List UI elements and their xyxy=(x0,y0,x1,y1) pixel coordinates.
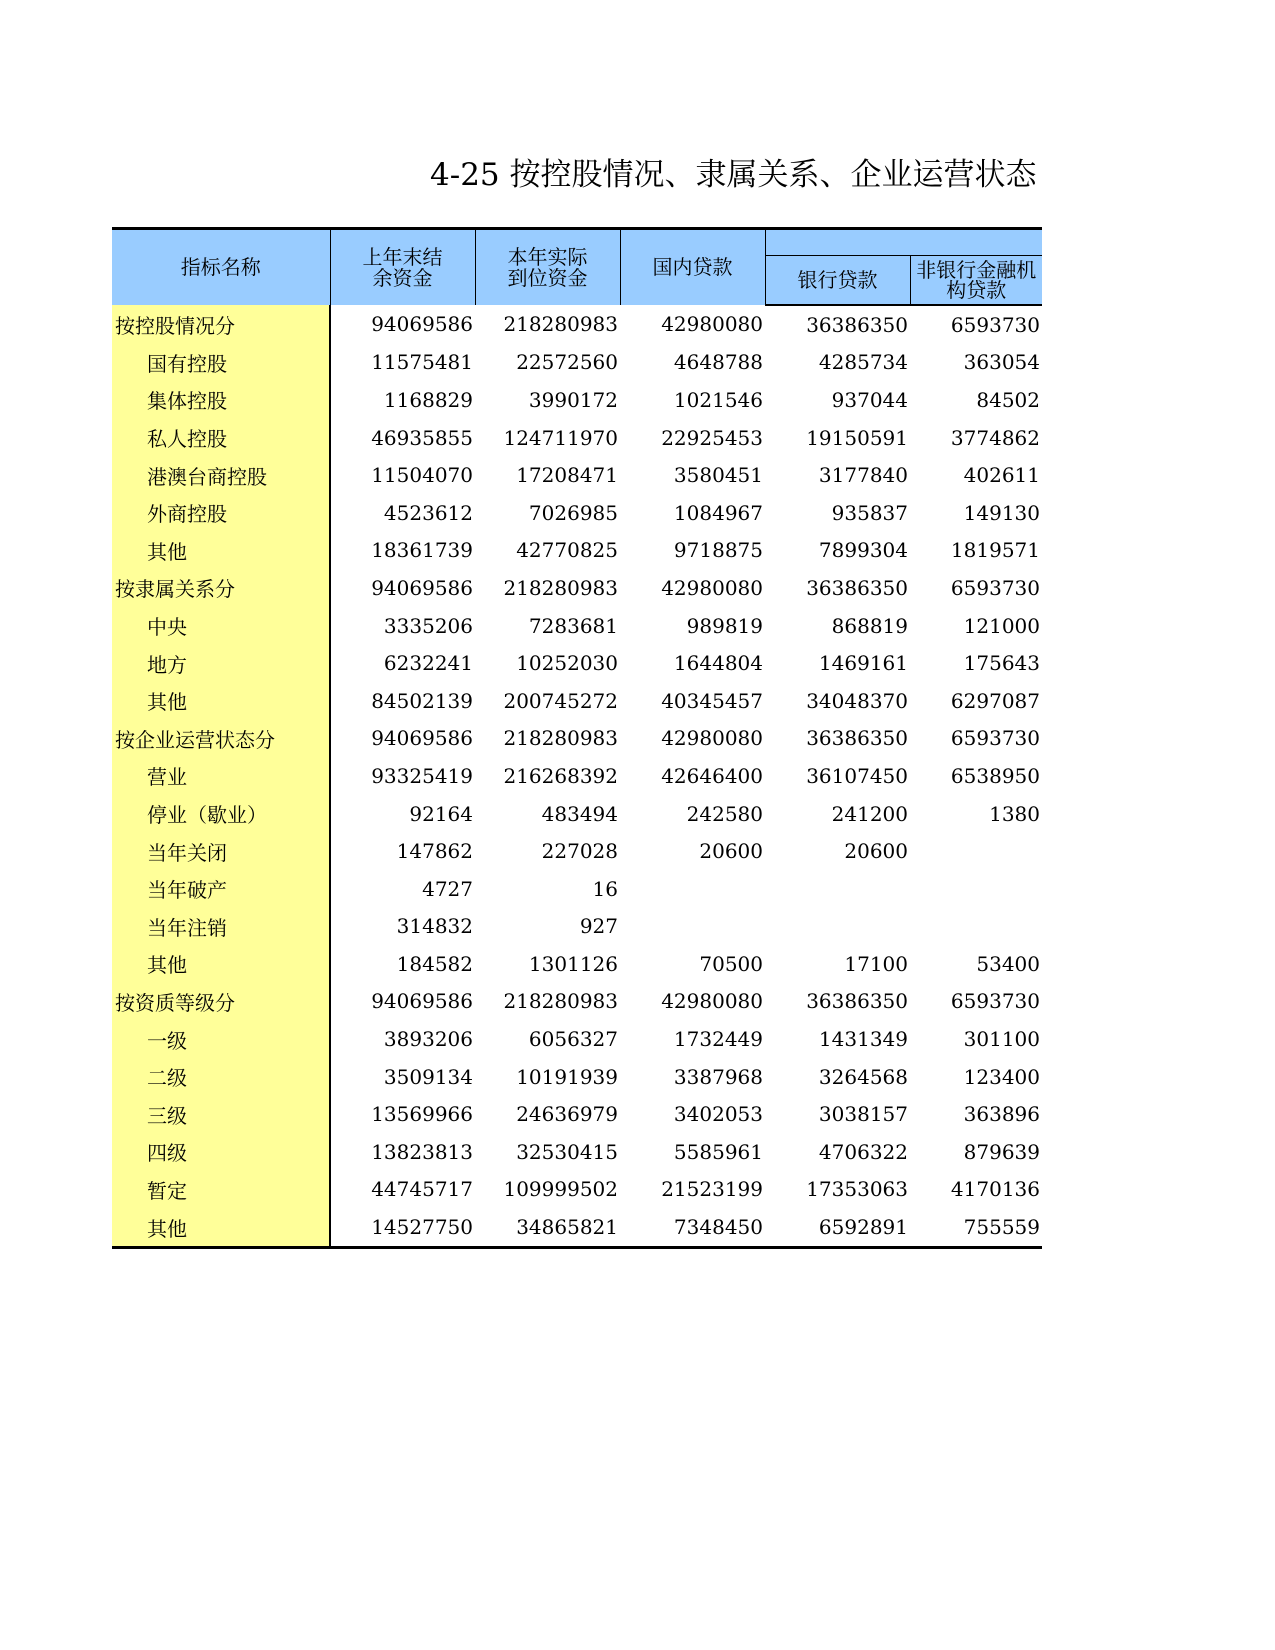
row-value-col5: 402611 xyxy=(963,463,1040,488)
row-value-col5: 1819571 xyxy=(950,538,1040,563)
table-row xyxy=(112,908,1042,946)
row-value-col3: 3580451 xyxy=(673,463,763,488)
row-value-col4: 1469161 xyxy=(818,651,908,676)
row-name: 国有控股 xyxy=(112,344,330,382)
row-value-col5 xyxy=(910,908,1042,946)
header-col3: 国内贷款 xyxy=(620,229,765,306)
row-value-col4: 3177840 xyxy=(818,463,908,488)
table-row xyxy=(112,607,1042,645)
header-col4: 银行贷款 xyxy=(765,256,910,306)
row-value-col2: 7283681 xyxy=(528,613,618,638)
row-value-col1: 94069586 xyxy=(371,575,473,600)
table-row xyxy=(112,945,1042,983)
row-name: 当年注销 xyxy=(112,908,330,946)
row-name: 按隶属关系分 xyxy=(112,569,330,607)
row-name: 外商控股 xyxy=(112,494,330,532)
row-value-col4: 6592891 xyxy=(765,1208,910,1247)
row-value-col4 xyxy=(765,870,910,908)
row-value-col3: 42980080 xyxy=(661,575,763,600)
row-value-col1: 4727 xyxy=(422,876,473,901)
header-col2: 本年实际到位资金 xyxy=(475,229,620,306)
row-name: 其他 xyxy=(112,532,330,570)
row-value-col3: 20600 xyxy=(699,839,763,864)
table-row xyxy=(112,983,1042,1021)
header-col5: 非银行金融机构贷款 xyxy=(910,256,1042,306)
table-row xyxy=(112,569,1042,607)
row-value-col4: 868819 xyxy=(831,613,908,638)
row-name: 停业（歇业） xyxy=(112,795,330,833)
row-value-col5: 363054 xyxy=(963,350,1040,375)
row-value-col1: 94069586 xyxy=(371,312,473,337)
title-area xyxy=(112,145,1042,195)
header-col1: 上年末结余资金 xyxy=(330,229,475,306)
table-row xyxy=(112,1133,1042,1171)
row-value-col1: 6232241 xyxy=(383,651,473,676)
row-value-col1: 184582 xyxy=(396,951,473,976)
row-value-col1: 14527750 xyxy=(330,1208,475,1247)
row-value-col2: 16 xyxy=(592,876,618,901)
row-value-col2: 109999502 xyxy=(503,1177,618,1202)
row-value-col3: 1021546 xyxy=(673,387,763,412)
page-title: 4-25 按控股情况、隶属关系、企业运营状态 xyxy=(430,157,1037,193)
header-name: 指标名称 xyxy=(112,229,330,306)
row-value-col1: 3509134 xyxy=(383,1064,473,1089)
row-value-col1: 84502139 xyxy=(371,688,473,713)
row-value-col5: 84502 xyxy=(976,387,1040,412)
row-name: 按控股情况分 xyxy=(112,305,330,344)
table-header xyxy=(112,229,1042,306)
row-value-col1: 3893206 xyxy=(383,1027,473,1052)
row-value-col4: 36386350 xyxy=(806,726,908,751)
row-value-col5: 6593730 xyxy=(950,989,1040,1014)
row-name: 二级 xyxy=(112,1058,330,1096)
row-value-col5: 879639 xyxy=(963,1139,1040,1164)
row-value-col5: 6593730 xyxy=(950,726,1040,751)
row-name: 当年关闭 xyxy=(112,832,330,870)
row-value-col4: 3264568 xyxy=(818,1064,908,1089)
row-value-col3: 5585961 xyxy=(673,1139,763,1164)
table-body xyxy=(112,305,1042,1247)
row-value-col2: 218280983 xyxy=(503,989,618,1014)
row-value-col3: 1644804 xyxy=(673,651,763,676)
row-value-col2: 10252030 xyxy=(516,651,618,676)
row-value-col5: 301100 xyxy=(963,1027,1040,1052)
row-value-col2: 227028 xyxy=(541,839,618,864)
row-value-col4: 34048370 xyxy=(806,688,908,713)
table-row xyxy=(112,832,1042,870)
row-value-col3: 1732449 xyxy=(673,1027,763,1052)
table-row xyxy=(112,494,1042,532)
table-row xyxy=(112,1171,1042,1209)
row-value-col4: 937044 xyxy=(831,387,908,412)
row-value-col1: 11504070 xyxy=(371,463,473,488)
row-value-col5: 6538950 xyxy=(950,763,1040,788)
row-value-col5: 6593730 xyxy=(950,575,1040,600)
row-name: 三级 xyxy=(112,1095,330,1133)
row-value-col3 xyxy=(620,870,765,908)
row-name: 其他 xyxy=(112,682,330,720)
data-table xyxy=(112,227,1042,1249)
row-value-col5: 121000 xyxy=(963,613,1040,638)
row-value-col5: 53400 xyxy=(976,951,1040,976)
table-row xyxy=(112,419,1042,457)
row-value-col3 xyxy=(620,908,765,946)
table-row xyxy=(112,1095,1042,1133)
row-value-col4: 7899304 xyxy=(818,538,908,563)
row-value-col2: 32530415 xyxy=(516,1139,618,1164)
row-value-col5: 755559 xyxy=(910,1208,1042,1247)
table-row xyxy=(112,720,1042,758)
row-value-col1: 13569966 xyxy=(371,1102,473,1127)
row-value-col1: 18361739 xyxy=(371,538,473,563)
row-value-col4: 36107450 xyxy=(806,763,908,788)
row-name: 当年破产 xyxy=(112,870,330,908)
header-group-blank xyxy=(765,229,1042,256)
row-name: 集体控股 xyxy=(112,381,330,419)
row-value-col1: 44745717 xyxy=(371,1177,473,1202)
row-value-col3: 42646400 xyxy=(661,763,763,788)
row-value-col4: 36386350 xyxy=(806,989,908,1014)
row-value-col5: 175643 xyxy=(963,651,1040,676)
table-row xyxy=(112,1208,1042,1247)
row-value-col3: 21523199 xyxy=(661,1177,763,1202)
row-value-col5: 6593730 xyxy=(950,312,1040,337)
row-value-col5: 6297087 xyxy=(950,688,1040,713)
row-value-col1: 11575481 xyxy=(371,350,473,375)
row-value-col4: 4285734 xyxy=(818,350,908,375)
row-value-col2: 124711970 xyxy=(503,425,618,450)
row-value-col5: 149130 xyxy=(963,500,1040,525)
row-value-col1: 46935855 xyxy=(371,425,473,450)
row-value-col3: 3387968 xyxy=(673,1064,763,1089)
row-value-col1: 92164 xyxy=(409,801,473,826)
table-row xyxy=(112,795,1042,833)
table-row xyxy=(112,456,1042,494)
row-value-col4: 17100 xyxy=(844,951,908,976)
table-row xyxy=(112,682,1042,720)
table-row xyxy=(112,757,1042,795)
row-value-col1: 314832 xyxy=(396,914,473,939)
row-name: 港澳台商控股 xyxy=(112,456,330,494)
row-value-col2: 22572560 xyxy=(516,350,618,375)
row-name: 按企业运营状态分 xyxy=(112,720,330,758)
row-name: 其他 xyxy=(112,1208,330,1247)
row-value-col2: 42770825 xyxy=(516,538,618,563)
row-name: 地方 xyxy=(112,644,330,682)
row-name: 暂定 xyxy=(112,1171,330,1209)
row-value-col1: 13823813 xyxy=(371,1139,473,1164)
row-value-col5 xyxy=(910,870,1042,908)
row-value-col2: 218280983 xyxy=(503,726,618,751)
row-value-col5: 3774862 xyxy=(950,425,1040,450)
row-value-col1: 3335206 xyxy=(383,613,473,638)
row-value-col4: 3038157 xyxy=(818,1102,908,1127)
row-value-col2: 17208471 xyxy=(516,463,618,488)
row-value-col3: 4648788 xyxy=(673,350,763,375)
row-value-col4: 241200 xyxy=(831,801,908,826)
row-value-col2: 1301126 xyxy=(528,951,618,976)
row-value-col2: 218280983 xyxy=(503,312,618,337)
row-value-col3: 22925453 xyxy=(661,425,763,450)
row-value-col4: 36386350 xyxy=(806,575,908,600)
row-name: 一级 xyxy=(112,1020,330,1058)
row-value-col1: 94069586 xyxy=(371,726,473,751)
row-name: 中央 xyxy=(112,607,330,645)
row-name: 其他 xyxy=(112,945,330,983)
row-name: 私人控股 xyxy=(112,419,330,457)
row-value-col3: 42980080 xyxy=(661,726,763,751)
row-value-col2: 218280983 xyxy=(503,575,618,600)
row-value-col3: 3402053 xyxy=(673,1102,763,1127)
row-value-col4: 935837 xyxy=(831,500,908,525)
row-value-col3: 40345457 xyxy=(661,688,763,713)
row-value-col2: 6056327 xyxy=(528,1027,618,1052)
row-value-col3: 242580 xyxy=(686,801,763,826)
row-value-col2: 24636979 xyxy=(516,1102,618,1127)
row-value-col4: 1431349 xyxy=(818,1027,908,1052)
row-value-col3: 9718875 xyxy=(673,538,763,563)
row-value-col4: 36386350 xyxy=(806,312,908,337)
row-name: 营业 xyxy=(112,757,330,795)
row-value-col1: 1168829 xyxy=(383,387,473,412)
row-value-col3: 1084967 xyxy=(673,500,763,525)
table-row xyxy=(112,381,1042,419)
row-name: 按资质等级分 xyxy=(112,983,330,1021)
row-value-col2: 3990172 xyxy=(528,387,618,412)
row-value-col3: 70500 xyxy=(699,951,763,976)
row-value-col2: 10191939 xyxy=(516,1064,618,1089)
table-row xyxy=(112,1058,1042,1096)
row-value-col1: 94069586 xyxy=(371,989,473,1014)
table-row xyxy=(112,1020,1042,1058)
row-value-col2: 927 xyxy=(579,914,618,939)
row-name: 四级 xyxy=(112,1133,330,1171)
table-row xyxy=(112,344,1042,382)
row-value-col5: 1380 xyxy=(989,801,1040,826)
table-row xyxy=(112,644,1042,682)
row-value-col5 xyxy=(910,832,1042,870)
row-value-col3: 989819 xyxy=(686,613,763,638)
row-value-col2: 7026985 xyxy=(528,500,618,525)
table-row xyxy=(112,305,1042,344)
row-value-col2: 200745272 xyxy=(503,688,618,713)
row-value-col5: 363896 xyxy=(963,1102,1040,1127)
row-value-col1: 4523612 xyxy=(383,500,473,525)
row-value-col3: 42980080 xyxy=(661,312,763,337)
row-value-col4 xyxy=(765,908,910,946)
row-value-col2: 216268392 xyxy=(503,763,618,788)
row-value-col1: 147862 xyxy=(396,839,473,864)
table-row xyxy=(112,532,1042,570)
row-value-col2: 483494 xyxy=(541,801,618,826)
row-value-col5: 123400 xyxy=(963,1064,1040,1089)
row-value-col4: 4706322 xyxy=(818,1139,908,1164)
row-value-col3: 7348450 xyxy=(620,1208,765,1247)
table-row xyxy=(112,870,1042,908)
row-value-col1: 93325419 xyxy=(371,763,473,788)
row-value-col4: 17353063 xyxy=(806,1177,908,1202)
data-table-container xyxy=(112,227,1042,1249)
row-value-col3: 42980080 xyxy=(661,989,763,1014)
row-value-col5: 4170136 xyxy=(950,1177,1040,1202)
row-value-col4: 19150591 xyxy=(806,425,908,450)
row-value-col2: 34865821 xyxy=(475,1208,620,1247)
row-value-col4: 20600 xyxy=(844,839,908,864)
